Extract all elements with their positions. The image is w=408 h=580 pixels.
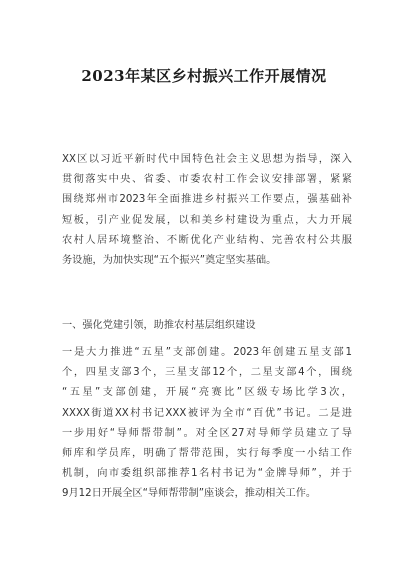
- paragraph-line: 贯彻落实中央、省委、市委农村工作会议安排部署，紧紧: [62, 174, 352, 186]
- paragraph-line: 务设施，为加快实现“五个振兴”奠定坚实基础。: [62, 255, 277, 267]
- section-body-paragraph: [62, 343, 352, 505]
- paragraph-line: 机制，向市委组织部推荐1名村书记为“金牌导师”，并于: [62, 468, 352, 480]
- paragraph-line: XXXX街道XX村书记XXX被评为全市“百优”书记。二是进: [62, 407, 352, 419]
- paragraph-line: 9月12日开展全区“导师帮带制”座谈会，推动相关工作。: [62, 488, 317, 500]
- paragraph-line: “五星”支部创建，开展“亮赛比”区级专场比学3次，: [62, 387, 352, 399]
- paragraph-line: 农村人居环境整治、不断优化产业结构、完善农村公共服: [62, 234, 352, 246]
- paragraph-line: 短板，引产业促发展，以和美乡村建设为重点，大力开展: [62, 214, 352, 226]
- section-heading-text: 一、强化党建引领，助推农村基层组织建设: [62, 320, 256, 331]
- paragraph-line: 师库和学员库，明确了帮带范围，实行每季度一小结工作: [62, 448, 352, 460]
- paragraph-line: 围绕郑州市2023年全面推进乡村振兴工作要点，强基础补: [62, 194, 352, 206]
- paragraph-line: XX区以习近平新时代中国特色社会主义思想为指导，深入: [62, 154, 352, 165]
- intro-paragraph: [62, 150, 352, 271]
- document-title: 2023年某区乡村振兴工作开展情况: [81, 67, 327, 85]
- paragraph-line: 一步用好“导师帮带制”。对全区27对导师学员建立了导: [62, 427, 352, 439]
- paragraph-line: 一是大力推进“五星”支部创建。2023年创建五星支部1: [62, 347, 352, 358]
- paragraph-line: 个，四星支部3个，三星支部12个，二星支部4个，围绕: [62, 367, 352, 379]
- section-heading: [62, 316, 352, 336]
